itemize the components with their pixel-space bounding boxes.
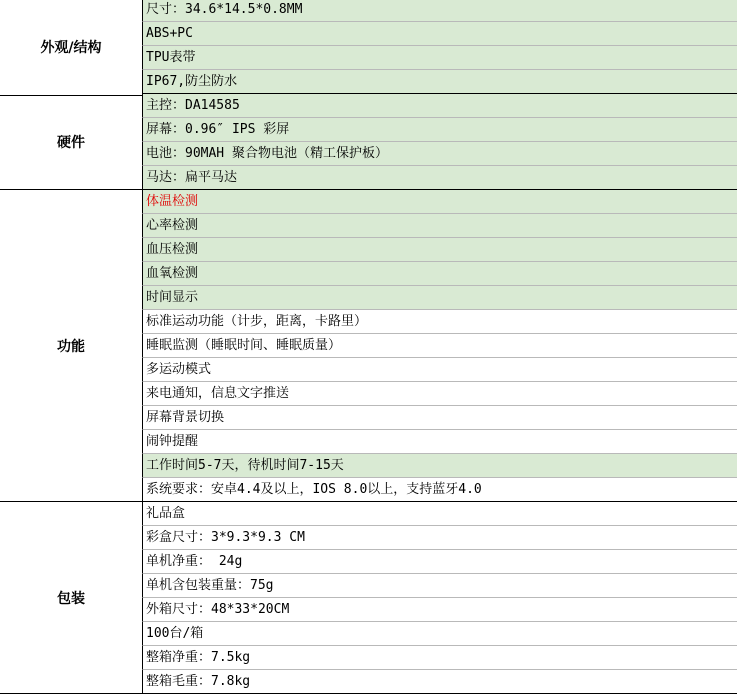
category-features (0, 190, 142, 502)
spec-row (142, 406, 737, 430)
spec-text: 时间显示 (146, 290, 199, 305)
spec-row (142, 550, 737, 574)
spec-text: 屏幕背景切换 (146, 410, 225, 425)
spec-row (142, 46, 737, 70)
spec-text: 标准运动功能（计步，距离，卡路里） (146, 314, 368, 329)
category-label: 硬件 (57, 134, 85, 151)
spec-text: 电池：90MAH 聚合物电池（精工保护板） (146, 146, 388, 161)
spec-row (142, 358, 737, 382)
category-hardware (0, 94, 142, 190)
spec-row (142, 22, 737, 46)
spec-text: 血压检测 (146, 242, 199, 257)
spec-row (142, 454, 737, 478)
spec-row (142, 598, 737, 622)
spec-text: 尺寸：34.6*14.5*0.8MM (146, 2, 303, 17)
spec-text: 整箱毛重：7.8kg (146, 674, 251, 689)
category-label: 外观/结构 (40, 39, 102, 56)
spec-row (142, 94, 737, 118)
spec-row (142, 70, 737, 94)
spec-row (142, 502, 737, 526)
category-appearance-structure (0, 0, 142, 96)
category-label: 功能 (57, 338, 85, 355)
spec-row (142, 526, 737, 550)
spec-row (142, 478, 737, 502)
spec-row (142, 166, 737, 190)
spec-text: IP67,防尘防水 (146, 74, 238, 89)
spec-row (142, 310, 737, 334)
spec-text: 100台/箱 (146, 626, 204, 641)
spec-row (142, 0, 737, 22)
spec-row (142, 286, 737, 310)
spec-row (142, 190, 737, 214)
spec-text: 单机含包装重量：75g (146, 578, 274, 593)
spec-row (142, 430, 737, 454)
spec-text: 整箱净重：7.5kg (146, 650, 251, 665)
spec-text: 马达：扁平马达 (146, 170, 238, 185)
spec-row (142, 382, 737, 406)
spec-row (142, 622, 737, 646)
spec-text: 闹钟提醒 (146, 434, 199, 449)
spec-text: 工作时间5-7天，待机时间7-15天 (146, 458, 344, 473)
spec-row (142, 142, 737, 166)
spec-text: 屏幕：0.96″ IPS 彩屏 (146, 122, 290, 137)
spec-text: 来电通知，信息文字推送 (146, 386, 290, 401)
spec-row (142, 238, 737, 262)
spec-row (142, 646, 737, 670)
spec-text: 主控：DA14585 (146, 98, 240, 113)
spec-text: 多运动模式 (146, 362, 212, 377)
spec-text: 体温检测 (146, 194, 199, 209)
spec-text: 血氧检测 (146, 266, 199, 281)
category-packaging (0, 502, 142, 694)
spec-row (142, 262, 737, 286)
spec-text: TPU表带 (146, 50, 196, 65)
spec-text: 外箱尺寸：48*33*20CM (146, 602, 290, 617)
category-label: 包装 (57, 590, 85, 607)
spec-row (142, 118, 737, 142)
spec-text: 睡眠监测（睡眠时间、睡眠质量） (146, 338, 342, 353)
spec-row (142, 670, 737, 694)
spec-row (142, 214, 737, 238)
spec-row (142, 334, 737, 358)
spec-text: 礼品盒 (146, 506, 186, 521)
spec-text: 单机净重： 24g (146, 554, 243, 569)
spec-text: 彩盒尺寸：3*9.3*9.3 CM (146, 530, 305, 545)
spec-text: 系统要求：安卓4.4及以上，IOS 8.0以上，支持蓝牙4.0 (146, 482, 482, 497)
spec-text: 心率检测 (146, 218, 199, 233)
spec-text: ABS+PC (146, 26, 193, 41)
spec-row (142, 574, 737, 598)
